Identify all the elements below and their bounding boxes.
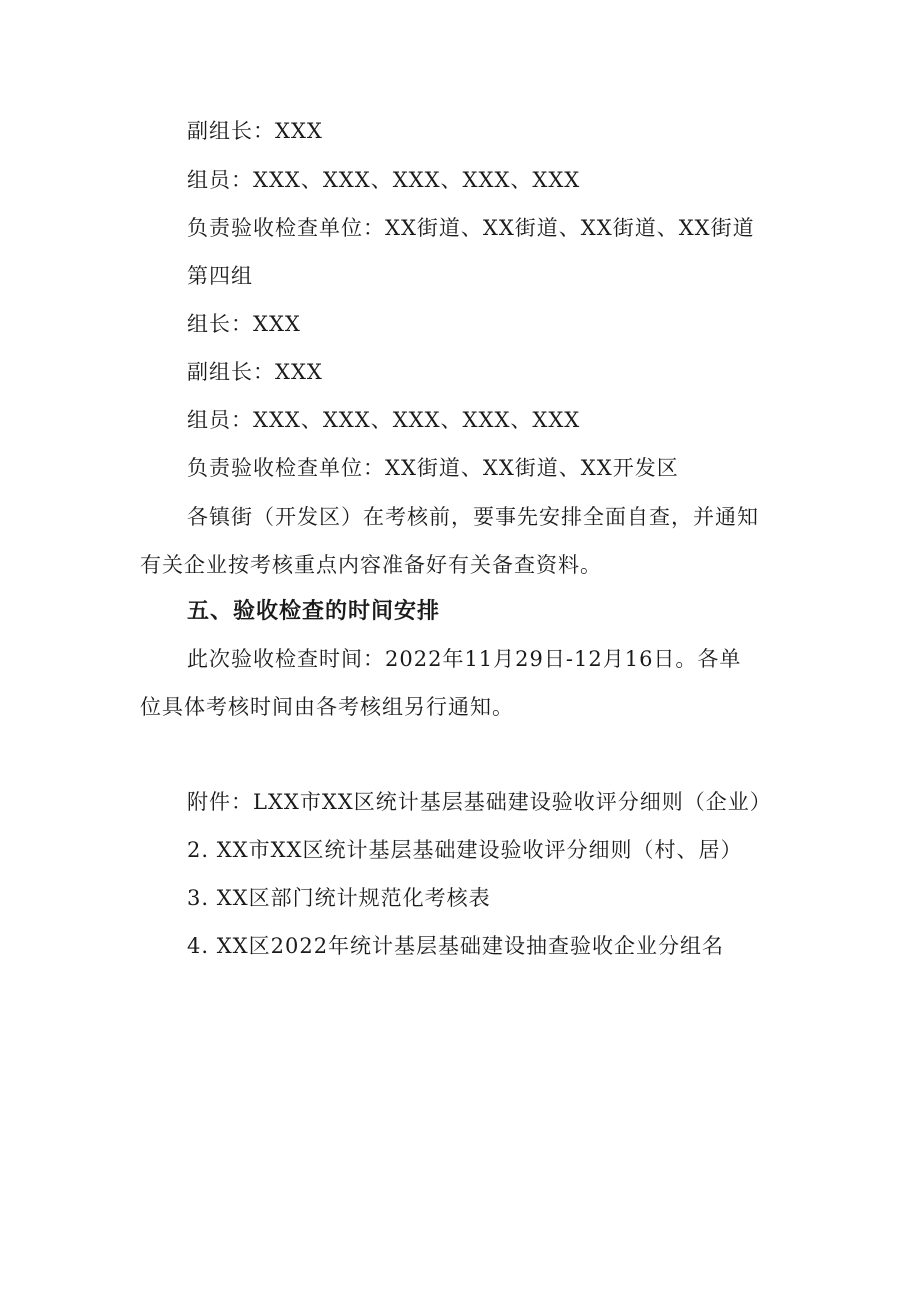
attachment-item-3: 3. XX区部门统计规范化考核表	[187, 886, 491, 910]
section5-line-2: 位具体考核时间由各考核组另行通知。	[140, 695, 514, 719]
group4-title: 第四组	[187, 264, 253, 288]
group3-deputy-leader: 副组长：XXX	[187, 119, 323, 143]
group4-units: 负责验收检查单位：XX街道、XX街道、XX开发区	[187, 456, 679, 480]
attachment-item-2: 2. XX市XX区统计基层基础建设验收评分细则（村、居）	[187, 838, 743, 862]
notice-line-1: 各镇街（开发区）在考核前，要事先安排全面自查，并通知	[187, 505, 759, 529]
group3-members: 组员：XXX、XXX、XXX、XXX、XXX	[187, 168, 581, 192]
group4-leader: 组长：XXX	[187, 312, 301, 336]
notice-line-2: 有关企业按考核重点内容准备好有关备查资料。	[140, 553, 602, 577]
section5-line-1: 此次验收检查时间：2022年11月29日-12月16日。各单	[187, 647, 742, 671]
group3-units: 负责验收检查单位：XX街道、XX街道、XX街道、XX街道	[187, 216, 755, 240]
group4-deputy-leader: 副组长：XXX	[187, 360, 323, 384]
group4-members: 组员：XXX、XXX、XXX、XXX、XXX	[187, 408, 581, 432]
attachment-item-4: 4. XX区2022年统计基层基础建设抽查验收企业分组名	[187, 934, 725, 958]
section5-heading: 五、验收检查的时间安排	[187, 599, 441, 624]
attachment-item-1: 附件：LXX市XX区统计基层基础建设验收评分细则（企业）	[187, 790, 772, 814]
